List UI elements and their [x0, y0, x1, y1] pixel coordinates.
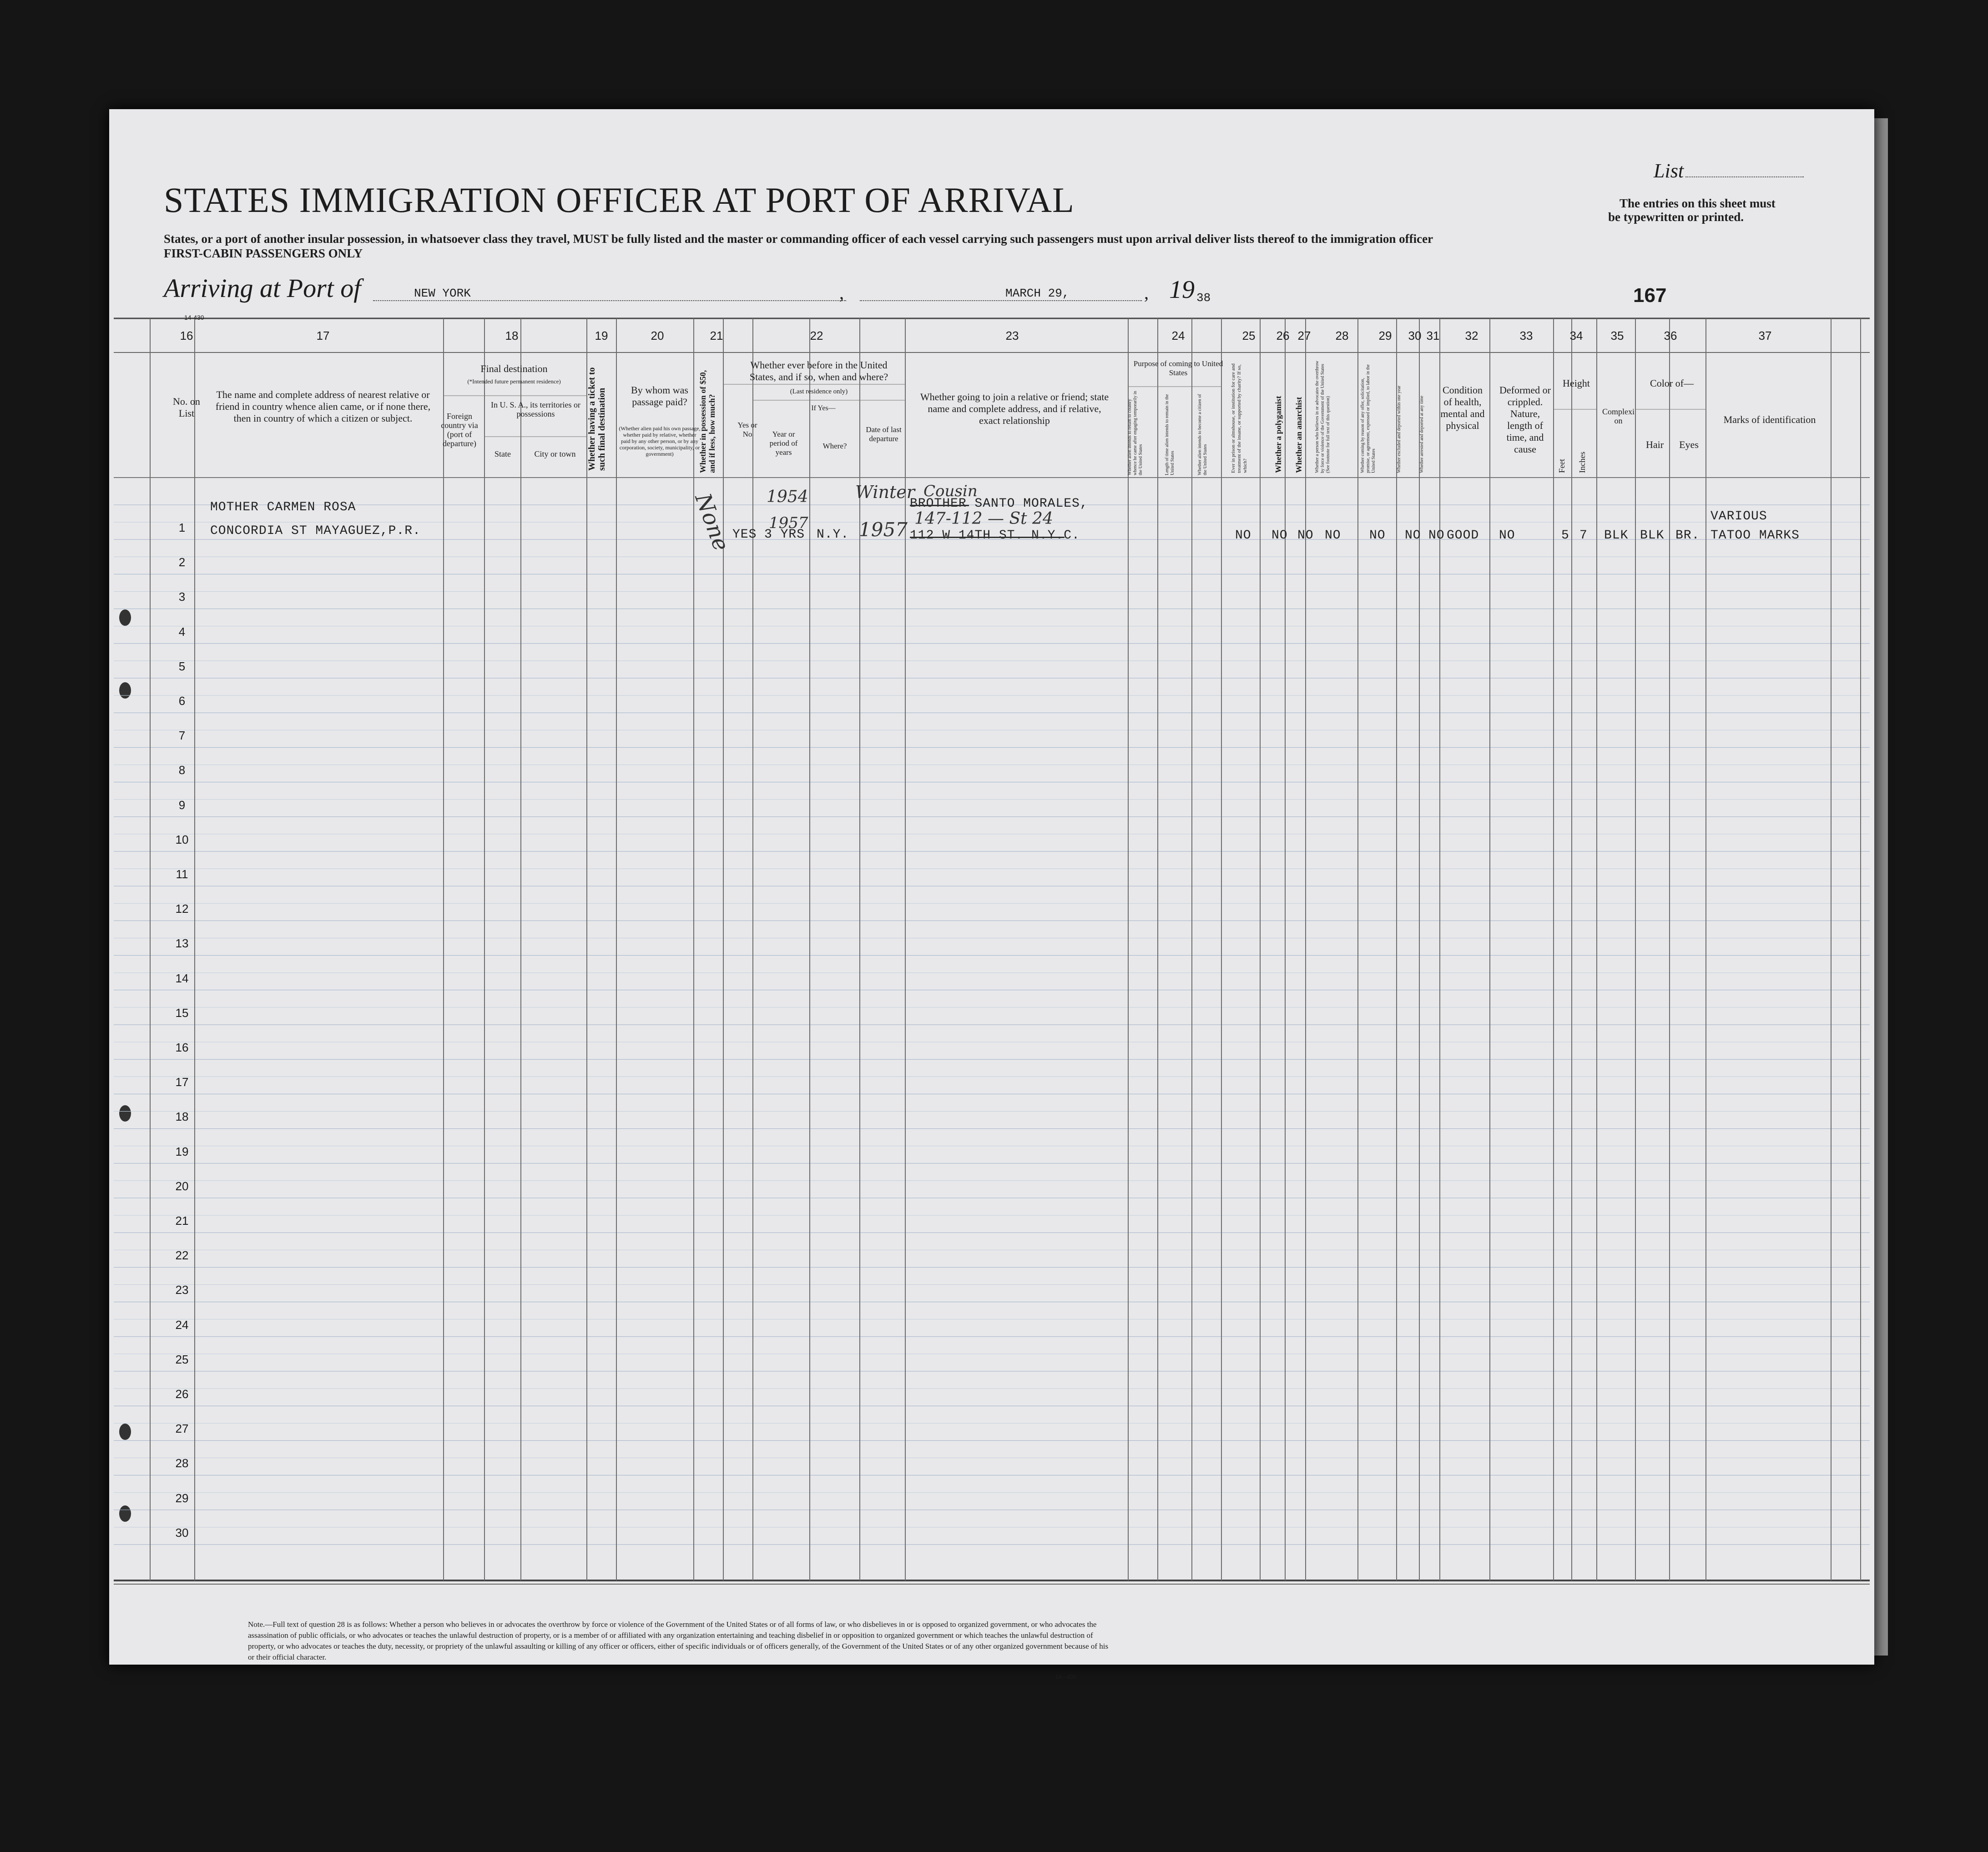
relative-line1: MOTHER CARMEN ROSA	[210, 500, 356, 514]
year-suffix: 38	[1196, 291, 1211, 305]
hdr-final-destination-sub: (*Intended future permanent residence)	[467, 378, 561, 385]
joining-line2: 112 W 14TH ST. N.Y.C.	[910, 528, 1080, 543]
page-number: 167	[1633, 284, 1667, 307]
hdr-polygamist: Whether a polygamist	[1274, 396, 1283, 473]
row-number: 19	[175, 1144, 189, 1158]
row-number: 22	[175, 1248, 189, 1263]
row-number: 5	[178, 659, 186, 673]
column-number: 22	[810, 329, 823, 342]
date-value: MARCH 29,	[1005, 287, 1070, 300]
hdr-purpose-a: Whether alien intends to return to country whence he came after engaging temporarily in the United States	[1127, 391, 1143, 475]
departure-hand-top: Winter	[855, 482, 915, 502]
hdr-if-yes: If Yes—	[811, 404, 836, 412]
condition-value: GOOD	[1447, 528, 1479, 543]
column-number: 18	[505, 329, 519, 342]
row-number: 16	[175, 1041, 189, 1054]
row-number: 10	[175, 832, 189, 846]
column-number: 23	[1005, 329, 1019, 342]
hdr-deformed: Deformed or crippled. Nature, length of time, and cause	[1499, 384, 1551, 455]
list-label: List	[1654, 160, 1684, 182]
row-number: 30	[175, 1525, 189, 1540]
column-number: 19	[595, 329, 608, 342]
column-number: 34	[1569, 329, 1583, 342]
column-number: 36	[1664, 329, 1677, 342]
row-number: 23	[175, 1283, 189, 1297]
before-us-value: YES	[732, 528, 757, 542]
typewritten-note-1: The entries on this sheet must	[1620, 196, 1776, 210]
q26-value: NO	[1272, 528, 1288, 543]
deformed-value: NO	[1499, 528, 1515, 543]
column-number: 21	[710, 329, 723, 342]
hdr-contract: Whether coming by reason of any offer, solicitation, promise, or agreement, expressed or implied, to labor in the United States	[1360, 364, 1376, 473]
row-number: 28	[175, 1456, 189, 1470]
year-prefix: 19	[1169, 276, 1195, 304]
strike-brother	[910, 505, 969, 506]
hdr-final-destination: Final destination	[480, 363, 548, 374]
hdr-no-on-list: No. on List	[173, 396, 200, 419]
passage-handwritten: None	[690, 490, 734, 554]
column-number: 27	[1297, 329, 1311, 342]
joining-hand-address: 147-112 — St 24	[914, 509, 1053, 528]
hdr-height: Height	[1563, 377, 1590, 389]
hdr-year-period: Year or period of years	[769, 430, 798, 457]
complexion-value: BLK	[1604, 528, 1629, 543]
hdr-yes-no: Yes or No	[737, 421, 757, 438]
hdr-city: City or town	[534, 449, 576, 458]
hdr-excluded: Whether excluded and deported within one year	[1397, 385, 1402, 473]
row-number: 15	[175, 1006, 189, 1020]
hdr-in-usa: In U. S. A., its territories or possessions	[491, 400, 580, 418]
hdr-state: State	[494, 449, 511, 458]
hdr-foreign-country: Foreign country via (port of departure)	[441, 412, 478, 448]
row-number: 21	[175, 1214, 189, 1228]
column-number: 28	[1335, 329, 1349, 342]
footnote: Note.—Full text of question 28 is as follows: Whether a person who believes in or advocates the overthrow by force or violence of the Government of the United States or of all forms of law, or who disbelieves in or is opposed to organized government, or who advocates the assassination of public officials, or who advocates or teaches the unlawful destruction of property, or is a member of or affiliated with any organization entertaining and teaching disbelief in or opposition to organized government or which teaches the unlawful destruction of property, or who advocates or teaches the duty, necessity, or propriety of the unlawful assaulting or killing of any officer or officers, either of specific individuals or of officers generally, of the Government of the United States or of any other organized government because of his or their official character.	[248, 1620, 1109, 1661]
column-number: 25	[1242, 329, 1256, 342]
hdr-anarchist: Whether an anarchist	[1294, 397, 1303, 473]
port-value: NEW YORK	[414, 287, 471, 300]
hdr-feet: Feet	[1557, 459, 1566, 473]
row-number: 24	[175, 1318, 189, 1332]
feet-value: 5	[1561, 528, 1569, 543]
hdr-joining: Whether going to join a relative or friend; state name and complete address, and if relative, exact relationship	[920, 391, 1109, 426]
q28-value: NO	[1325, 528, 1341, 543]
relative-line2: CONCORDIA ST MAYAGUEZ,P.R.	[210, 524, 421, 538]
row-number: 14	[175, 971, 189, 985]
where-value: N.Y.	[817, 528, 849, 542]
column-number: 33	[1519, 329, 1533, 342]
years-hand-top: 1954	[767, 488, 808, 506]
row-number: 25	[175, 1352, 189, 1366]
row-number: 11	[176, 867, 188, 881]
departure-hand: 1957	[859, 518, 908, 541]
row-number: 4	[178, 624, 186, 639]
eyes-value: BR.	[1675, 528, 1700, 543]
row-number: 27	[175, 1422, 189, 1436]
hdr-arrested: Whether arrested and deported at any time	[1419, 396, 1424, 473]
row-number: 3	[178, 590, 186, 604]
q29-value: NO	[1369, 528, 1386, 543]
hdr-condition: Condition of health, mental and physical	[1440, 384, 1485, 431]
form-title: STATES IMMIGRATION OFFICER AT PORT OF ARRIVAL	[164, 180, 1075, 220]
hdr-possession: Whether in possession of $50, and if less, how much?	[698, 370, 716, 473]
hdr-complexion: Complexion	[1602, 407, 1635, 425]
column-number: 16	[180, 329, 193, 342]
marks-line2: TATOO MARKS	[1710, 528, 1800, 543]
instructions: States, or a port of another insular possession, in whatsoever class they travel, MUST be fully listed and the master or commanding officer of each vessel carrying such passengers must upon arrival deliver lists thereof to the immigration officer	[164, 232, 1433, 246]
row-number: 2	[178, 555, 186, 569]
row-number: 20	[175, 1179, 189, 1193]
column-number: 17	[316, 329, 330, 342]
hdr-purpose: Purpose of coming to United States	[1133, 359, 1223, 377]
hdr-ticket: Whether having a ticket to such final destination	[587, 367, 607, 471]
years-hand-bottom: 1957	[769, 514, 808, 532]
years-typed: 3 YRS	[764, 528, 805, 542]
comma: ,	[1144, 282, 1149, 303]
hdr-passage-sub: (Whether alien paid his own passage, whether paid by relative, whether paid by any other person, or by any corporation, society, municipality, or government)	[619, 425, 701, 457]
q27-value: NO	[1297, 528, 1314, 543]
row-number: 1	[178, 521, 186, 534]
column-number: 35	[1610, 329, 1624, 342]
hair-value: BLK	[1640, 528, 1665, 543]
list-line	[1685, 176, 1804, 177]
class-line: FIRST-CABIN PASSENGERS ONLY	[164, 247, 363, 260]
joining-hand-relationship: Cousin	[923, 482, 978, 500]
row-number: 7	[178, 729, 186, 743]
date-line	[860, 300, 1142, 301]
hdr-where: Where?	[822, 442, 847, 450]
hdr-purpose-c: Whether alien intends to become a citizen of the United States	[1197, 394, 1208, 475]
row-number: 18	[175, 1110, 189, 1124]
hdr-purpose-b: Length of time alien intends to remain in the United States	[1165, 394, 1175, 475]
arriving-label: Arriving at Port of	[164, 273, 361, 303]
comma: ,	[839, 282, 844, 303]
form-code-bottom: 14—430	[1055, 1674, 1076, 1680]
column-number: 20	[651, 329, 664, 342]
column-number: 26	[1276, 329, 1290, 342]
row-number: 8	[178, 763, 186, 777]
strike-address	[910, 537, 1065, 538]
hdr-relative: The name and complete address of nearest relative or friend in country whence alien came, or if none there, then in country of which a citizen or subject.	[215, 389, 431, 424]
row-number: 26	[175, 1387, 189, 1401]
column-number: 24	[1171, 329, 1185, 342]
hdr-date-departure: Date of last departure	[866, 425, 902, 443]
marks-line1: VARIOUS	[1710, 509, 1767, 523]
hdr-last-residence: (Last residence only)	[790, 388, 848, 395]
hdr-eyes: Eyes	[1679, 439, 1699, 450]
column-number: 31	[1426, 329, 1440, 342]
hdr-marks: Marks of identification	[1723, 414, 1816, 425]
hdr-inches: Inches	[1578, 452, 1587, 473]
column-number: 30	[1408, 329, 1422, 342]
joining-line1: BROTHER SANTO MORALES,	[910, 497, 1088, 511]
hdr-passage: By whom was passage paid?	[631, 384, 688, 408]
q25-value: NO	[1235, 528, 1251, 543]
row-number: 12	[175, 902, 189, 916]
port-line	[373, 300, 846, 301]
inches-value: 7	[1579, 528, 1588, 543]
q31-value: NO	[1428, 528, 1445, 543]
column-number: 37	[1758, 329, 1772, 342]
hdr-color-of: Color of—	[1650, 377, 1694, 389]
typewritten-note-2: be typewritten or printed.	[1608, 210, 1744, 224]
column-number: 32	[1465, 329, 1478, 342]
hdr-hair: Hair	[1645, 439, 1664, 450]
form-code-top: 14-430	[184, 314, 204, 321]
hdr-overthrow: Whether a person who believes in or advocates the overthrow by force or violence of the Government of the United States (See footnote for full text of this question)	[1315, 361, 1331, 473]
column-number: 29	[1378, 329, 1392, 342]
hdr-before-us: Whether ever before in the United States, and if so, when and where?	[749, 359, 888, 382]
hdr-prison: Ever in prison or almshouse, or institution for care and treatment of the insane, or supported by charity? If so, which?	[1231, 363, 1248, 473]
row-number: 29	[175, 1491, 189, 1505]
row-number: 6	[178, 694, 186, 708]
row-number: 17	[175, 1075, 189, 1089]
row-number: 9	[178, 798, 186, 812]
row-number: 13	[175, 936, 189, 951]
q30-value: NO	[1405, 528, 1421, 543]
